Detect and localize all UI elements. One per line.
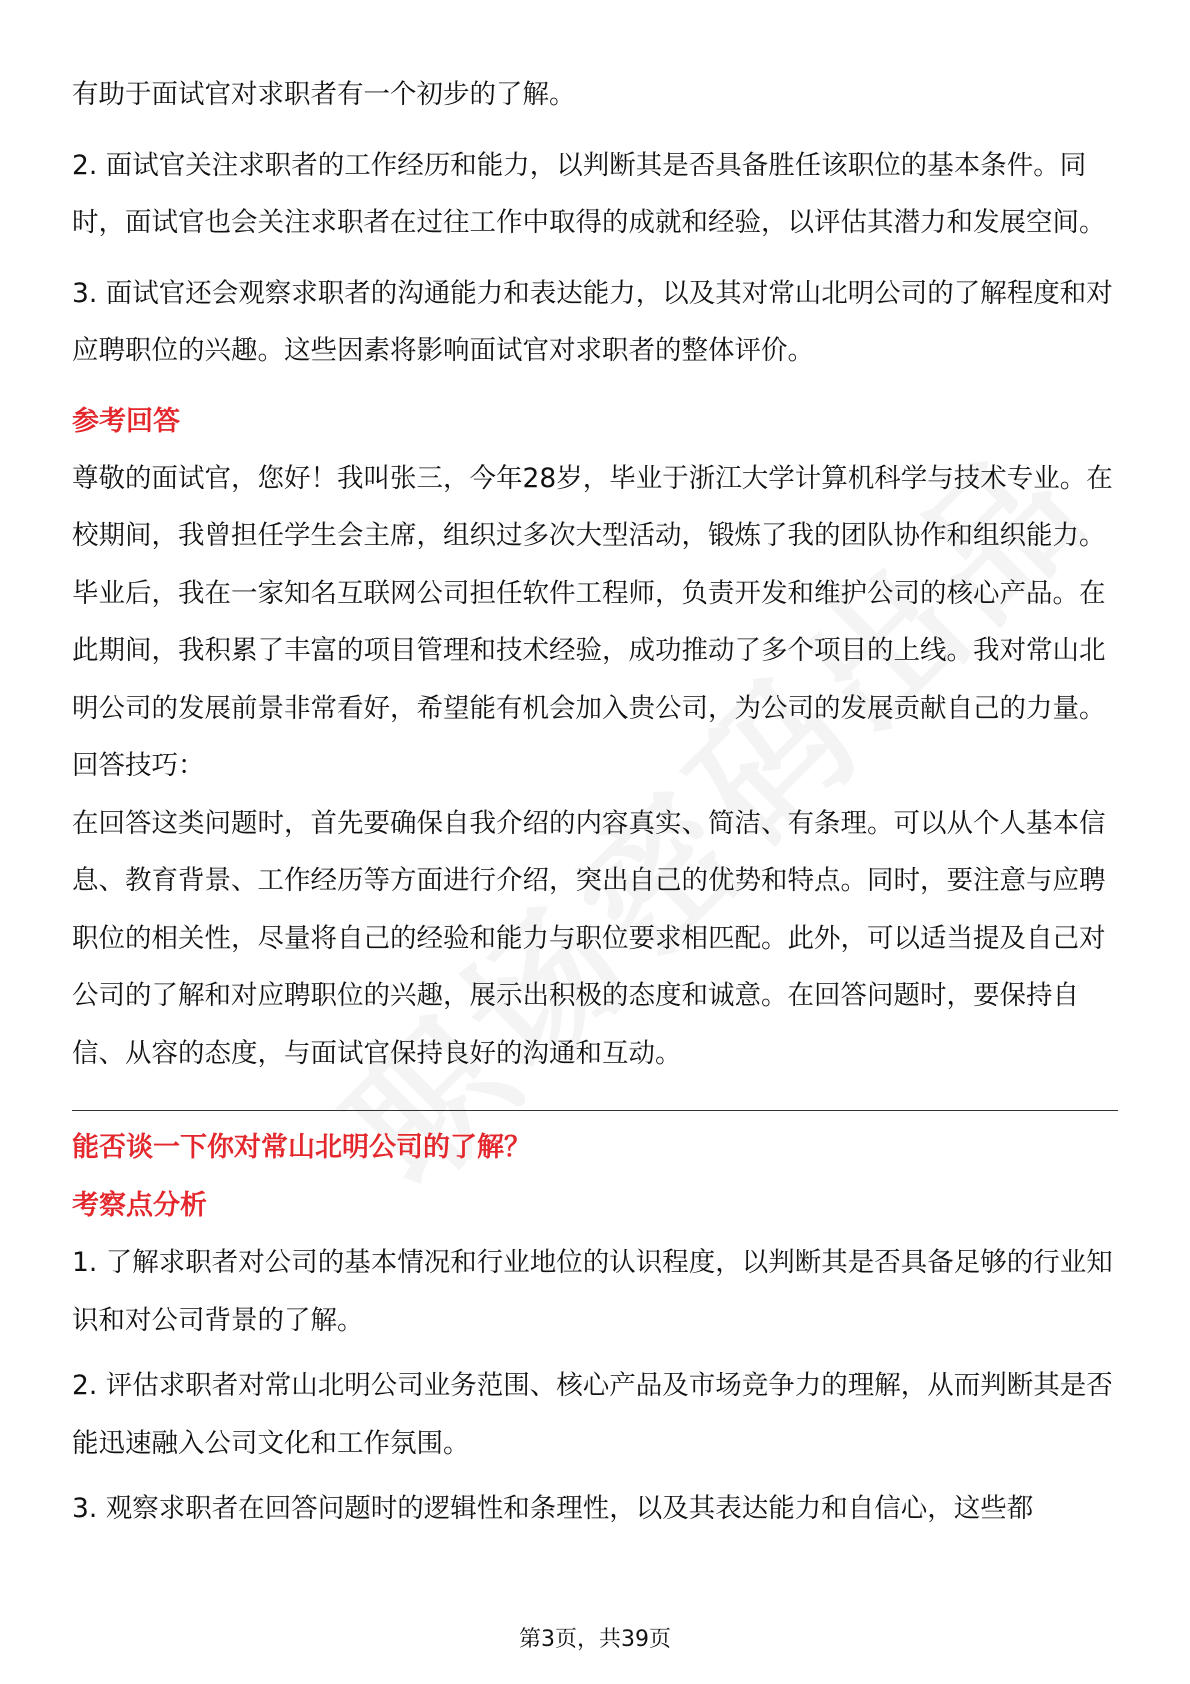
analysis-heading: 考察点分析	[72, 1190, 207, 1221]
page-footer: 第3页，共39页	[519, 1627, 671, 1652]
tips-text: 在回答这类问题时，首先要确保自我介绍的内容真实、简洁、有条理。可以从个人基本信息、教育背景、工作经历等方面进行介绍，突出自己的优势和特点。同时，要注意与应聘职位的相关性，尽量将自己的经验和能力与职位要求相匹配。此外，可以适当提及自己对公司的了解和对应聘职位的兴趣，展示出积极的态度和诚意。在回答问题时，要保持自信、从容的态度，与面试官保持良好的沟通和互动。	[72, 807, 1106, 1069]
reference-answer-heading: 参考回答	[72, 405, 180, 437]
question-title: 能否谈一下你对常山北明公司的了解？	[72, 1132, 531, 1163]
analysis-point-2: 2. 面试官关注求职者的工作经历和能力，以判断其是否具备胜任该职位的基本条件。同时，面试官也会关注求职者在过往工作中取得的成就和经验，以评估其潜力和发展空间。	[72, 149, 1106, 238]
tips-label: 回答技巧：	[72, 750, 205, 781]
analysis-point-3: 3. 面试官还会观察求职者的沟通能力和表达能力，以及其对常山北明公司的了解程度和对应聘职位的兴趣。这些因素将影响面试官对求职者的整体评价。	[72, 277, 1113, 366]
q2-analysis-point-2: 2. 评估求职者对常山北明公司业务范围、核心产品及市场竞争力的理解，从而判断其是否能迅速融入公司文化和工作氛围。	[72, 1370, 1113, 1459]
reference-answer-text: 尊敬的面试官，您好！我叫张三，今年28岁，毕业于浙江大学计算机科学与技术专业。在校期间，我曾担任学生会主席，组织过多次大型活动，锻炼了我的团队协作和组织能力。毕业后，我在一家知名互联网公司担任软件工程师，负责开发和维护公司的核心产品。在此期间，我积累了丰富的项目管理和技术经验，成功推动了多个项目的上线。我对常山北明公司的发展前景非常看好，希望能有机会加入贵公司，为公司的发展贡献自己的力量。	[72, 462, 1113, 724]
intro-tail: 有助于面试官对求职者有一个初步的了解。	[72, 79, 576, 110]
section-divider	[72, 1110, 1118, 1111]
q2-analysis-point-1: 1. 了解求职者对公司的基本情况和行业地位的认识程度，以判断其是否具备足够的行业知识和对公司背景的了解。	[72, 1247, 1113, 1336]
page-content	[72, 66, 1118, 1538]
q2-analysis-point-3: 3. 观察求职者在回答问题时的逻辑性和条理性，以及其表达能力和自信心，这些都	[72, 1493, 1034, 1524]
